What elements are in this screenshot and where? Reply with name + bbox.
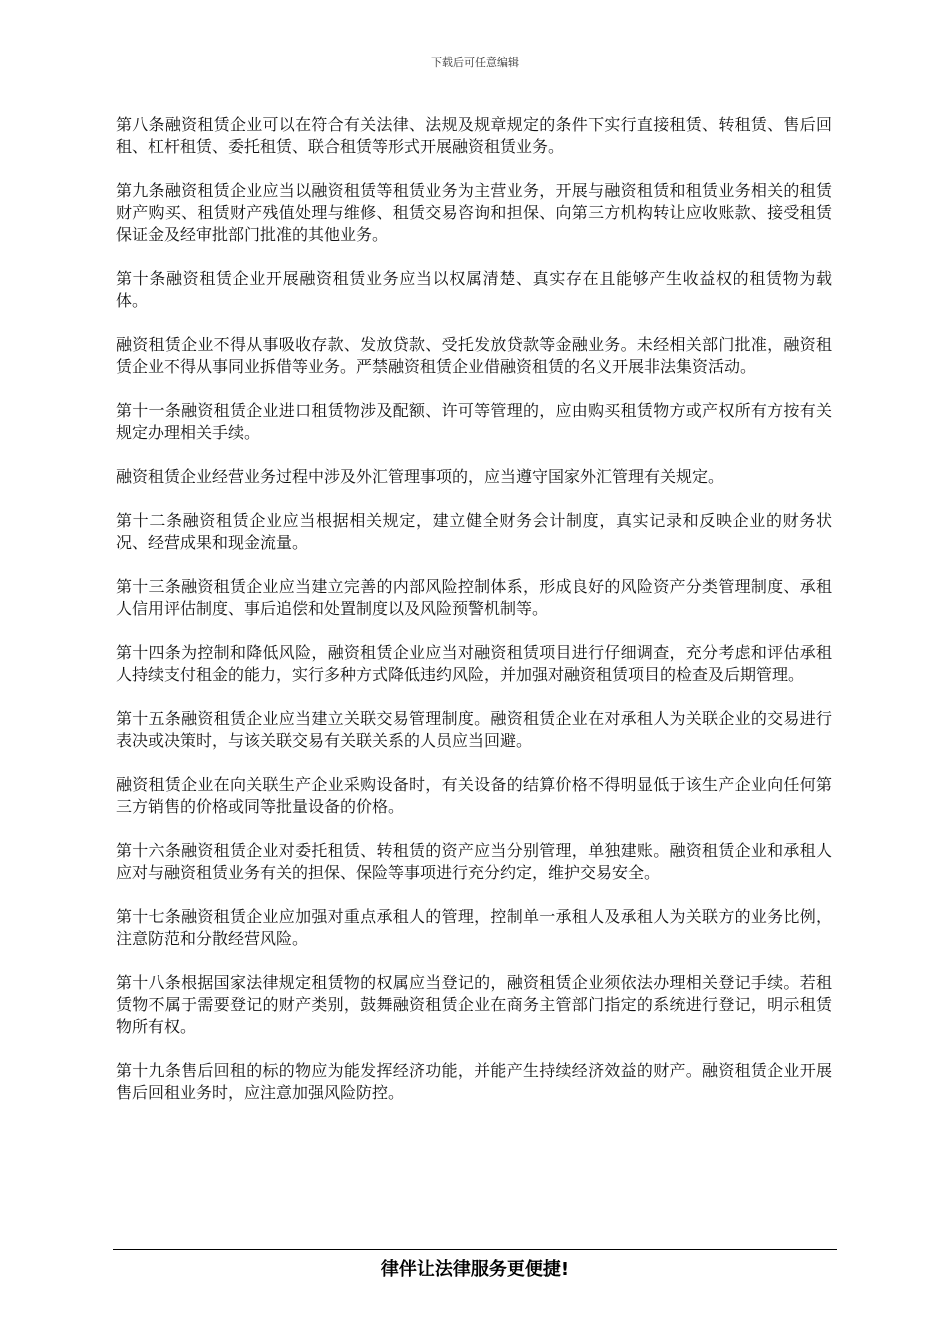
article-19-paragraph: 第十九条售后回租的标的物应为能发挥经济功能，并能产生持续经济效益的财产。融资租赁企业开展售后回租业务时，应注意加强风险防控。 [116,1061,832,1102]
article-17-paragraph: 第十七条融资租赁企业应加强对重点承租人的管理，控制单一承租人及承租人为关联方的业务比例，注意防范和分散经营风险。 [116,907,832,948]
article-15-paragraph: 第十五条融资租赁企业应当建立关联交易管理制度。融资租赁企业在对承租人为关联企业的交易进行表决或决策时，与该关联交易有关联关系的人员应当回避。 [116,709,832,750]
article-15-continued-paragraph: 融资租赁企业在向关联生产企业采购设备时，有关设备的结算价格不得明显低于该生产企业向任何第三方销售的价格或同等批量设备的价格。 [116,775,832,816]
page-header-note: 下载后可任意编辑 [431,56,519,69]
article-16-paragraph: 第十六条融资租赁企业对委托租赁、转租赁的资产应当分别管理，单独建账。融资租赁企业和承租人应对与融资租赁业务有关的担保、保险等事项进行充分约定，维护交易安全。 [116,841,832,882]
article-10-paragraph: 第十条融资租赁企业开展融资租赁业务应当以权属清楚、真实存在且能够产生收益权的租赁物为载体。 [116,269,832,310]
article-9-paragraph: 第九条融资租赁企业应当以融资租赁等租赁业务为主营业务，开展与融资租赁和租赁业务相关的租赁财产购买、租赁财产残值处理与维修、租赁交易咨询和担保、向第三方机构转让应收账款、接受租赁保证金及经审批部门批准的其他业务。 [116,181,832,244]
article-13-paragraph: 第十三条融资租赁企业应当建立完善的内部风险控制体系，形成良好的风险资产分类管理制度、承租人信用评估制度、事后追偿和处置制度以及风险预警机制等。 [116,577,832,618]
article-10-continued-paragraph: 融资租赁企业不得从事吸收存款、发放贷款、受托发放贷款等金融业务。未经相关部门批准，融资租赁企业不得从事同业拆借等业务。严禁融资租赁企业借融资租赁的名义开展非法集资活动。 [116,335,832,376]
article-11-continued-paragraph: 融资租赁企业经营业务过程中涉及外汇管理事项的，应当遵守国家外汇管理有关规定。 [116,467,725,486]
article-11-paragraph: 第十一条融资租赁企业进口租赁物涉及配额、许可等管理的，应由购买租赁物方或产权所有方按有关规定办理相关手续。 [116,401,832,442]
article-18-paragraph: 第十八条根据国家法律规定租赁物的权属应当登记的，融资租赁企业须依法办理相关登记手续。若租赁物不属于需要登记的财产类别，鼓舞融资租赁企业在商务主管部门指定的系统进行登记，明示租赁物所有权。 [116,973,832,1036]
footer-slogan: 律伴让法律服务更便捷! [380,1259,570,1280]
footer-divider [113,1249,837,1250]
article-14-paragraph: 第十四条为控制和降低风险，融资租赁企业应当对融资租赁项目进行仔细调查，充分考虑和评估承租人持续支付租金的能力，实行多种方式降低违约风险，并加强对融资租赁项目的检查及后期管理。 [116,643,832,684]
document-body [116,114,832,1126]
article-12-paragraph: 第十二条融资租赁企业应当根据相关规定，建立健全财务会计制度，真实记录和反映企业的财务状况、经营成果和现金流量。 [116,511,832,552]
article-8-paragraph: 第八条融资租赁企业可以在符合有关法律、法规及规章规定的条件下实行直接租赁、转租赁、售后回租、杠杆租赁、委托租赁、联合租赁等形式开展融资租赁业务。 [116,115,832,156]
